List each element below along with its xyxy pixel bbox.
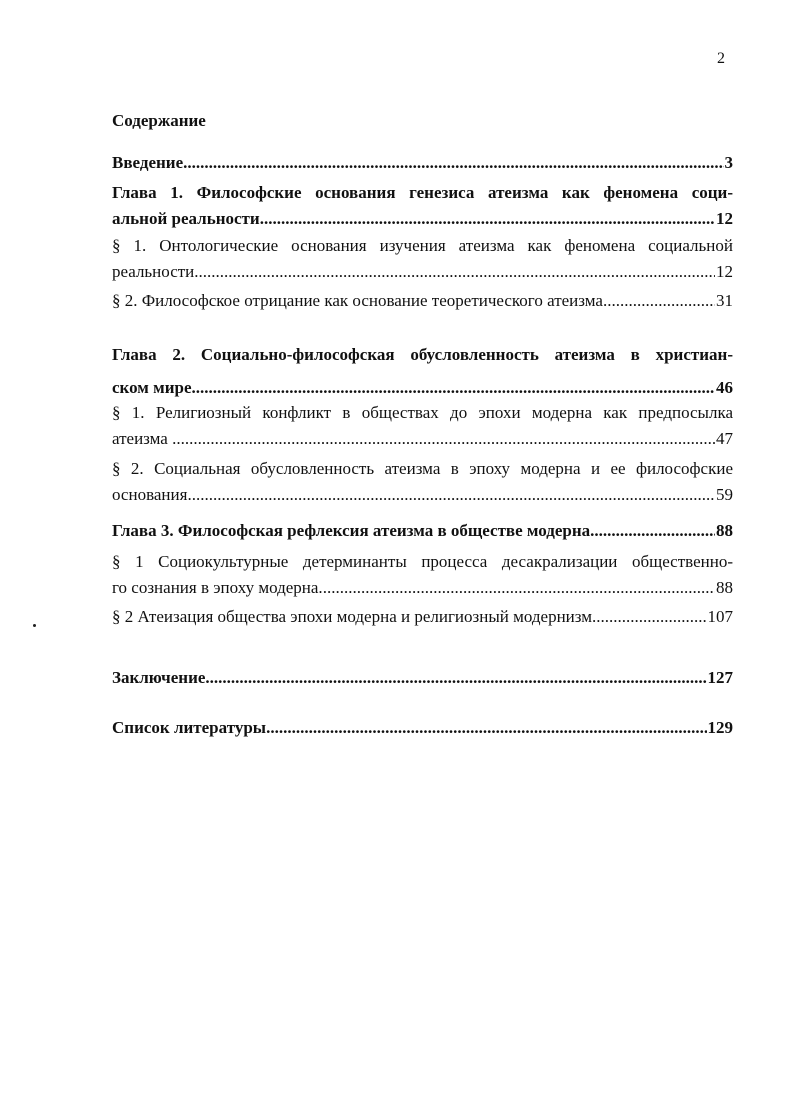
toc-entry-title-line: Глава 1. Философские основания генезиса атеизма как феномена соци-: [112, 183, 733, 202]
toc-entry-introduction[interactable]: [112, 150, 733, 176]
toc-entry-chapter-1-section-1[interactable]: [112, 233, 733, 285]
toc-entry-title: Введение: [112, 153, 184, 172]
page-number: 2: [717, 50, 725, 67]
toc-leader-dots: [183, 150, 723, 176]
toc-leader-dots: [187, 482, 715, 508]
toc-entry-page: 88: [716, 578, 733, 597]
toc-entry-title: альной реальности: [112, 209, 260, 228]
toc-leader-dots: [599, 518, 715, 544]
toc-entry-title-line: § 1. Религиозный конфликт в обществах до эпохи модерна как предпосылка: [112, 403, 733, 422]
toc-entry-title: Список литературы: [112, 718, 267, 737]
toc-entry-title: атеизма ..: [112, 429, 181, 448]
toc-entry-title: § 2. Философское отрицание как основание теоретического атеизма.: [112, 291, 608, 310]
toc-leader-dots: [323, 575, 715, 601]
toc-entry-chapter-2-section-2[interactable]: [112, 456, 733, 508]
toc-entry-title-line: § 1. Онтологические основания изучения атеизма как феномена социальной: [112, 236, 733, 255]
toc-entry-page: 59: [716, 485, 733, 504]
toc-entry-title: реальности.: [112, 262, 199, 281]
toc-entry-page: 107: [707, 607, 733, 626]
toc-entry-bibliography[interactable]: [112, 715, 733, 741]
toc-entry-chapter-3-section-2[interactable]: [112, 604, 733, 630]
toc-entry-title: Глава 3. Философская рефлексия атеизма в обществе модерна..: [112, 521, 599, 540]
toc-entry-title: основания: [112, 485, 188, 504]
toc-entry-chapter-2[interactable]: [112, 338, 733, 404]
toc-entry-chapter-1-section-2[interactable]: [112, 288, 733, 314]
toc-entry-page: 12: [716, 262, 733, 281]
toc-entry-title: Заключение: [112, 668, 206, 687]
toc-entry-chapter-1[interactable]: [112, 180, 733, 232]
toc-entry-title-line: § 2. Социальная обусловленность атеизма в эпоху модерна и ее философские: [112, 459, 733, 478]
toc-entry-chapter-2-section-1[interactable]: [112, 400, 733, 452]
toc-entry-chapter-3[interactable]: [112, 518, 733, 544]
toc-entry-chapter-3-section-1[interactable]: [112, 549, 733, 601]
toc-heading: Содержание: [112, 111, 206, 130]
toc-entry-page: 129: [707, 718, 733, 737]
toc-entry-page: 47: [716, 429, 733, 448]
toc-entry-title: § 2 Атеизация общества эпохи модерна и религиозный модернизм.: [112, 607, 597, 626]
toc-entry-page: 88: [716, 521, 733, 540]
toc-entry-page: 31: [716, 291, 733, 310]
scan-speck: [33, 624, 36, 627]
toc-leader-dots: [596, 604, 706, 630]
toc-entry-title: го сознания в эпоху модерна.: [112, 578, 323, 597]
toc-entry-conclusion[interactable]: [112, 665, 733, 691]
toc-leader-dots: [199, 259, 715, 285]
toc-leader-dots: [260, 206, 715, 232]
toc-leader-dots: [181, 426, 715, 452]
toc-leader-dots: [266, 715, 706, 741]
toc-entry-title-line: § 1 Социокультурные детерминанты процесса десакрализации общественно-: [112, 552, 733, 571]
toc-leader-dots: [205, 665, 706, 691]
toc-entry-page: 46: [716, 378, 733, 397]
toc-entry-page: 3: [724, 153, 733, 172]
toc-leader-dots: [607, 288, 715, 314]
toc-entry-page: 127: [707, 668, 733, 687]
toc-entry-title: ском мире: [112, 378, 192, 397]
toc-entry-page: 12: [716, 209, 733, 228]
toc-entry-title-line: Глава 2. Социально-философская обусловленность атеизма в христиан-: [112, 345, 733, 364]
